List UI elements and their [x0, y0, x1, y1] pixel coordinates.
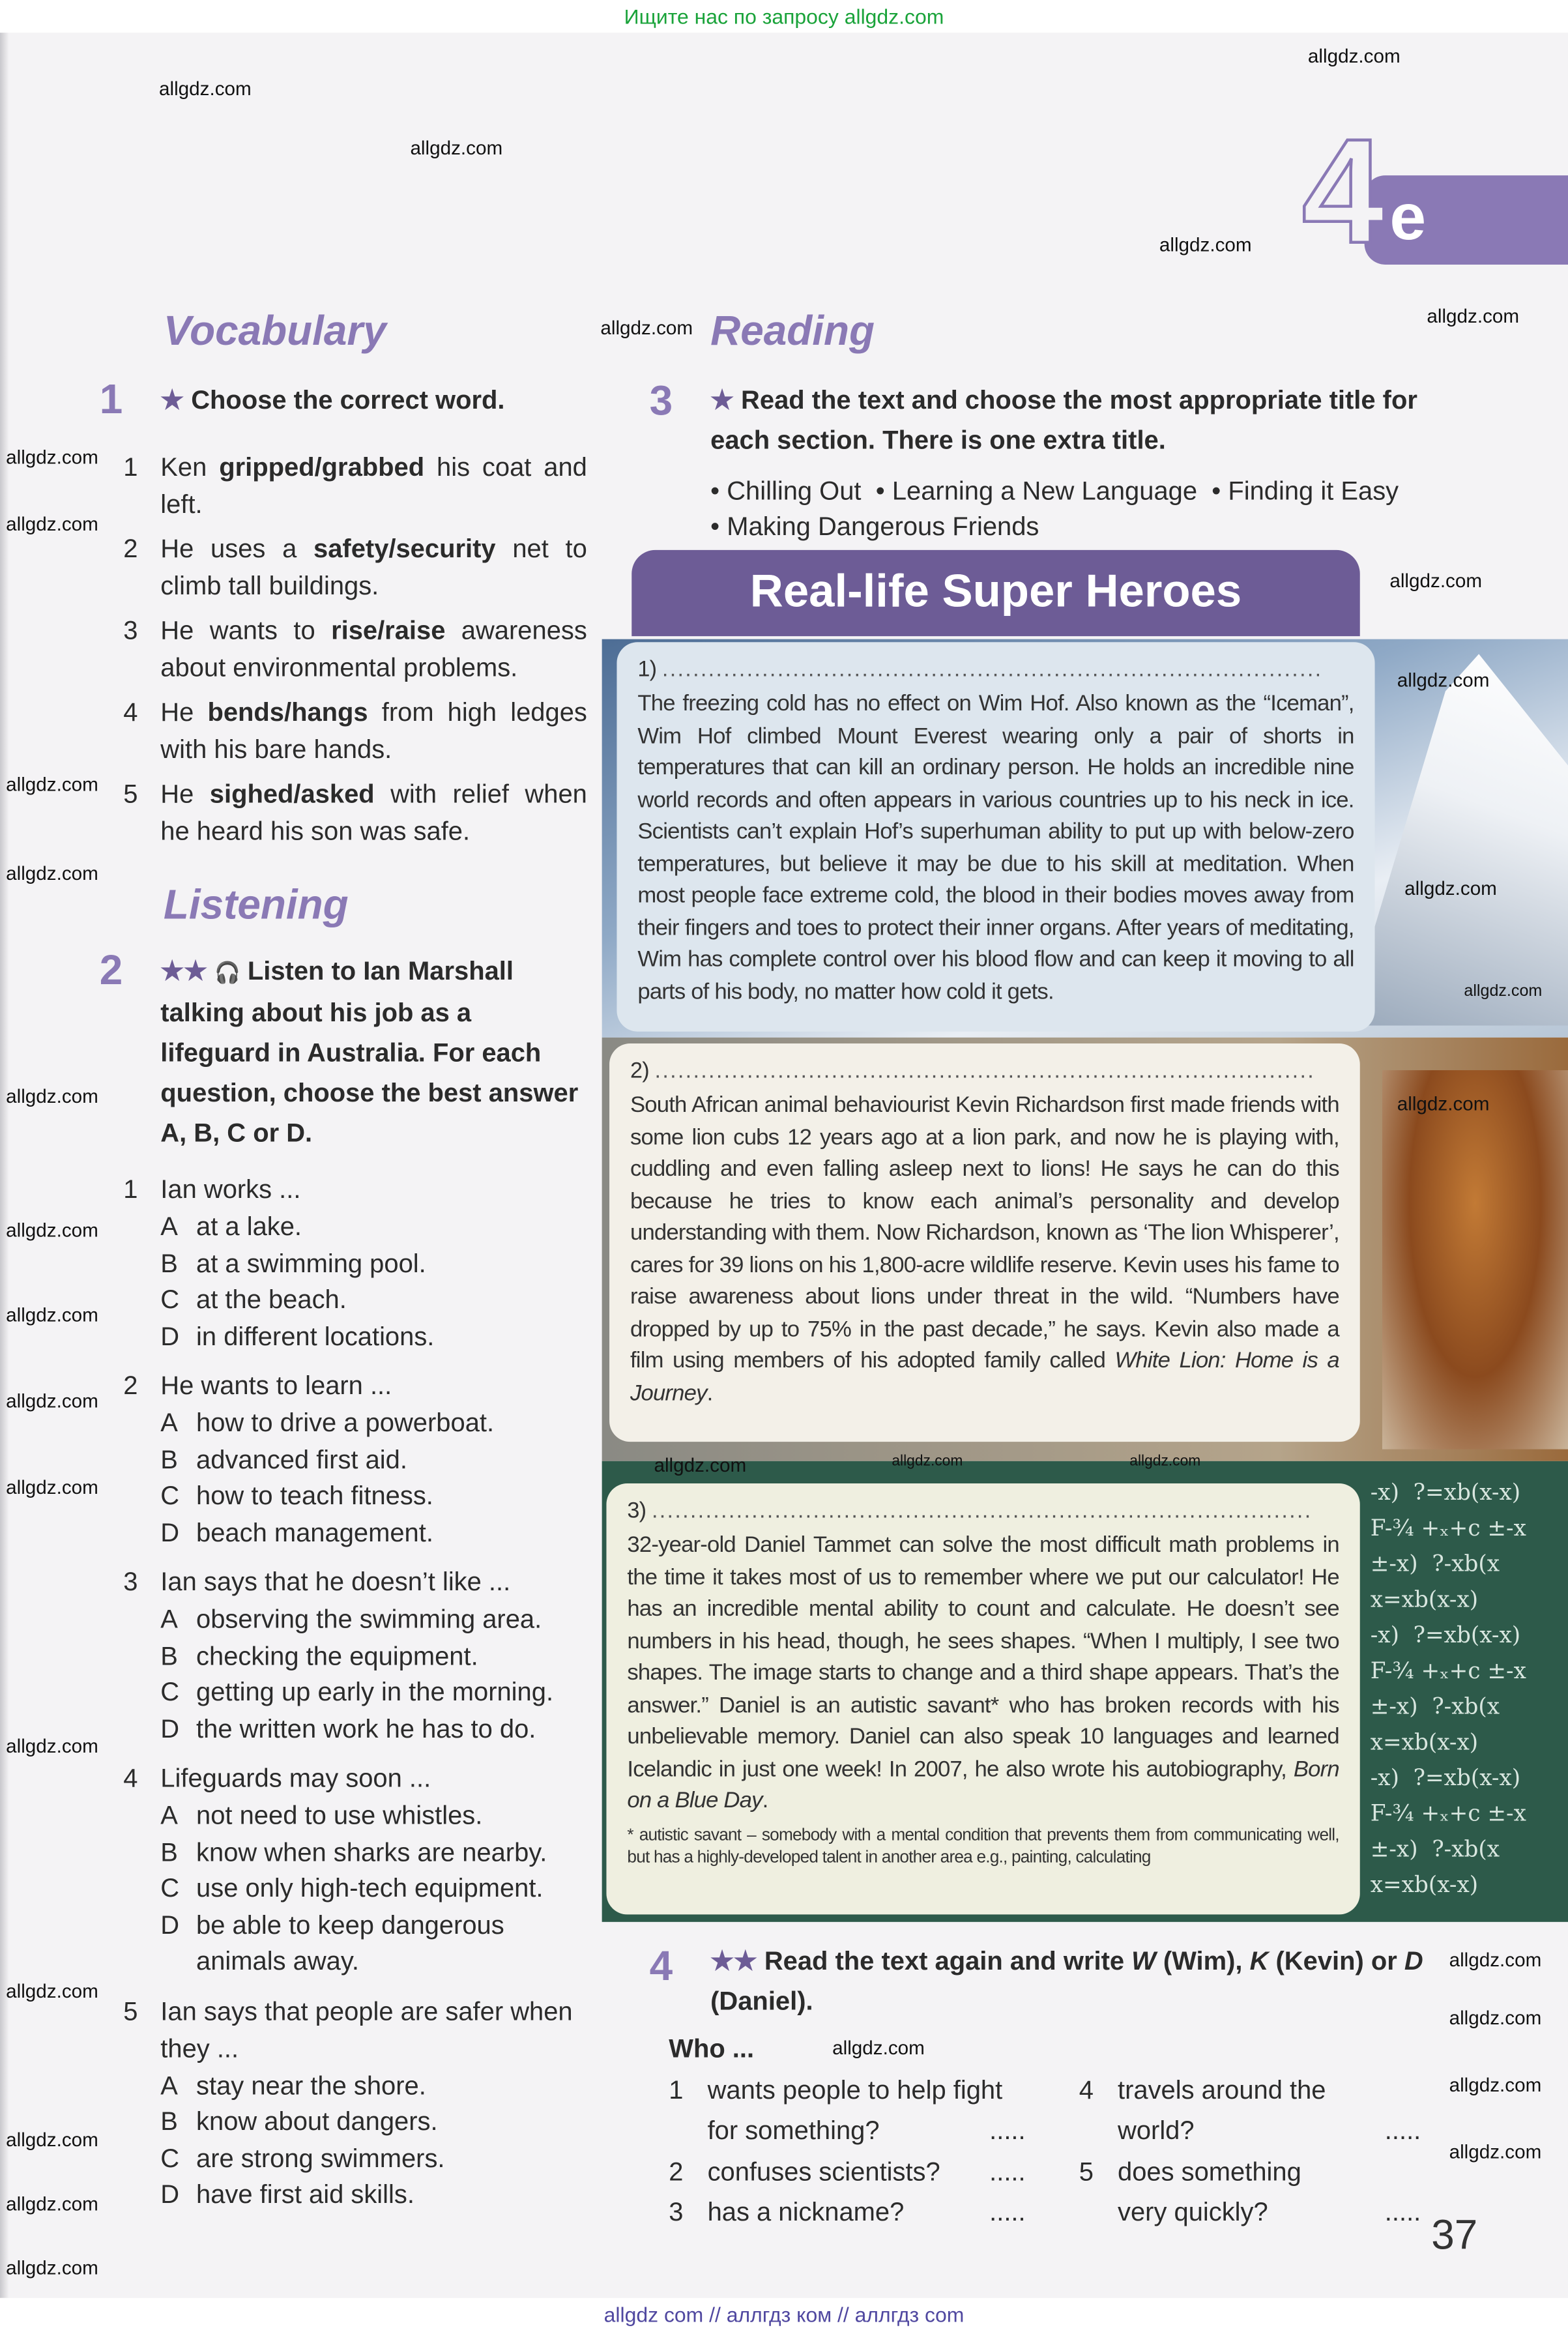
star-icon: ★★ [710, 1946, 757, 1975]
answer-blank[interactable]: ..... [989, 2115, 1026, 2145]
answer-option[interactable]: B checking the equipment. [160, 1640, 478, 1670]
unit-number: 4 [1301, 108, 1385, 275]
title-option: • Finding it Easy [1212, 475, 1399, 506]
answer-option[interactable]: B at a swimming pool. [160, 1247, 426, 1278]
exercise-2 [99, 946, 587, 2213]
vocabulary-item: 5 He sighed/asked with relief when he heard his son was safe. [123, 779, 587, 846]
answer-option[interactable]: C how to teach fitness. [160, 1480, 433, 1511]
top-banner[interactable]: Ищите нас по запросу allgdz.com [0, 0, 1568, 33]
article-section-1 [617, 642, 1374, 1032]
watermark: allgdz.com [1404, 877, 1497, 899]
answer-option[interactable]: C use only high-tech equipment. [160, 1873, 544, 1903]
title-option: • Making Dangerous Friends [710, 511, 1039, 542]
watermark: allgdz.com [1449, 2140, 1542, 2163]
watermark: allgdz.com [6, 2128, 98, 2151]
watermark: allgdz.com [1449, 2006, 1542, 2030]
exercise-1 [99, 375, 587, 851]
watermark: allgdz.com [6, 1390, 98, 1412]
watermark: allgdz.com [6, 1219, 98, 1242]
article-section-2 [609, 1043, 1360, 1442]
answer-option[interactable]: A at a lake. [160, 1211, 302, 1242]
punctuation: . [706, 1380, 713, 1406]
watermark: allgdz.com [410, 136, 503, 160]
vocabulary-items [123, 449, 587, 851]
listening-question: 2 He wants to learn ... A how to drive a powerboat. B advanced first aid. C how to teach fitness. D beach management. [160, 1367, 587, 1551]
page-number: 37 [1431, 2211, 1478, 2258]
left-column [100, 306, 587, 2226]
star-icon: ★ [160, 385, 184, 415]
answer-option[interactable]: D beach management. [160, 1517, 433, 1547]
chalkboard-equations: -x) ?=xb(x-x) F-¾ +ₓ+c ±-x ±-x) ?-xb(x x=xb(x-x) -x) ?=xb(x-x) F-¾ +ₓ+c ±-x ±-x) ?-xb(x x=xb(x-x) -x) ?=xb(x-x) F-¾ +ₓ+c ±-x ±-x) ?-xb(x x=xb(x-x) [1370, 1479, 1526, 1899]
section-number: 2) [630, 1058, 649, 1084]
exercise-4-number: 4 [649, 1942, 673, 1989]
answer-option[interactable]: C are strong swimmers. [160, 2142, 445, 2173]
watermark: allgdz.com [1307, 44, 1401, 67]
listening-question: 4 Lifeguards may soon ... A not need to use whistles. B know when sharks are nearby. C use only high-tech equipment. D be able to keep dangerous animals away. [160, 1760, 587, 1979]
watermark: allgdz.com [892, 1453, 963, 1470]
watermark: allgdz.com [6, 446, 98, 469]
answer-blank[interactable]: ...................................................................................... [654, 1058, 1316, 1084]
lion-image [1382, 1070, 1568, 1450]
watermark: allgdz.com [6, 2256, 98, 2279]
exercise-1-number: 1 [99, 375, 123, 422]
answer-option[interactable]: D be able to keep dangerous animals away. [160, 1909, 504, 1975]
word-choice[interactable]: sighed/asked [209, 779, 375, 809]
watermark: allgdz.com [6, 1085, 98, 1108]
instruction-text: Read the text and choose the most appropriate title for each section. There is one extra title. [710, 385, 1417, 455]
answer-option[interactable]: C getting up early in the morning. [160, 1676, 554, 1707]
book-title: Born on a Blue Day [627, 1756, 1339, 1814]
who-label: Who ... [669, 2033, 755, 2063]
section-text: 32-year-old Daniel Tammet can solve the most difficult math problems in the time it takes most of us to remember where we put our calculator! He has an incredible mental ability to count and calculate. He doesn’t see numbers in his head, though, he sees shapes. “When I multiply, I see two shapes. The image starts to change and a third shape appears. That’s the answer.” Daniel is an autistic savant* who has broken records with his unbelievable memory. Daniel can also speak 10 languages and learned Icelandic in just one week! In 2007, he also wrote his autobiography, [627, 1532, 1339, 1782]
watermark: allgdz.com [6, 1304, 98, 1326]
watermark: allgdz.com [6, 2192, 98, 2215]
section-text: South African animal behaviourist Kevin Richardson first made friends with some lion cubs 12 years ago at a lion park, and now he is playing with, cuddling and even falling asleep next to lions! He says he can do this because he tries to know each animal’s personality and develop understanding with them. Now Richardson, known as ‘The lion Whisperer’, cares for 39 lions on his 1,800-acre wildlife reserve. Kevin uses his fame to raise awareness about lions under threat in the wild. “Numbers have dropped by up to 75% in the past decade,” he says. Kevin also made a film using members of his adopted family called [630, 1092, 1339, 1374]
title-option: • Chilling Out [710, 475, 862, 506]
ex4-item: 5 does something very quickly? ..... [1079, 2152, 1421, 2232]
watermark: allgdz.com [1129, 1453, 1201, 1470]
listening-question: 5 Ian says that people are safer when they ... A stay near the shore. B know about dangers. C are strong swimmers. D have first aid skills. [160, 1992, 587, 2213]
watermark: allgdz.com [6, 772, 98, 796]
answer-blank[interactable]: ..... [989, 2157, 1026, 2187]
instruction-text: Listen to Ian Marshall talking about his job as a lifeguard in Australia. For each question, choose the best answer A, B, C or D. [160, 955, 579, 1148]
instruction-text: Choose the correct word. [191, 385, 505, 415]
listening-question: 3 Ian says that he doesn’t like ... A observing the swimming area. B checking the equipment. C getting up early in the morning. D the written work he has to do. [160, 1564, 587, 1747]
watermark: allgdz.com [1449, 1948, 1542, 1972]
word-choice[interactable]: bends/hangs [207, 697, 368, 727]
ex4-item: 4 travels around the world? ..... [1079, 2071, 1421, 2151]
star-icon: ★ [710, 385, 734, 415]
exercise-4-instruction: ★★ Read the text again and write W (Wim), K (Kevin) or D (Daniel). [710, 1946, 1423, 2016]
answer-blank[interactable]: ...................................................................................... [661, 657, 1323, 682]
watermark: allgdz.com [6, 1476, 98, 1498]
answer-option[interactable]: A not need to use whistles. [160, 1800, 483, 1830]
watermark: allgdz.com [1397, 1092, 1490, 1115]
listening-question: 1 Ian works ... A at a lake. B at a swimming pool. C at the beach. D in different locations. [160, 1171, 587, 1354]
title-option: • Learning a New Language [875, 475, 1198, 506]
exercise-2-instruction [160, 952, 587, 1154]
answer-blank[interactable]: ..... [1384, 2115, 1421, 2145]
watermark: allgdz.com [1449, 2073, 1542, 2096]
watermark: allgdz.com [6, 1979, 98, 2002]
watermark: allgdz.com [832, 2036, 925, 2059]
watermark: allgdz.com [600, 316, 693, 339]
vocabulary-item: 2 He uses a safety/security net to climb tall buildings. [123, 533, 587, 601]
exercise-3-number: 3 [649, 377, 673, 424]
answer-option[interactable]: A stay near the shore. [160, 2069, 426, 2100]
headphones-icon: 🎧 [214, 960, 240, 984]
exercise-1-instruction [160, 381, 587, 421]
vocabulary-item: 1 Ken gripped/grabbed his coat and left. [123, 452, 587, 519]
vocabulary-heading: Vocabulary [163, 308, 386, 354]
exercise-3-instruction [710, 381, 1453, 461]
answer-option[interactable]: A how to drive a powerboat. [160, 1407, 495, 1438]
watermark: allgdz.com [1464, 982, 1543, 1000]
watermark: allgdz.com [1427, 304, 1520, 327]
answer-blank[interactable]: ...................................................................................... [651, 1498, 1313, 1524]
word-choice[interactable]: safety/security [313, 533, 496, 564]
section-text: The freezing cold has no effect on Wim Hof. Also known as the “Iceman”, Wim Hof climbed Mount Everest wearing only a pair of shorts in temperatures that can kill an ordinary person. He holds an incredible nine world records and often appears in various countries up to his neck in ice. Scientists can’t explain Hof’s superhuman ability to put up with below-zero temperatures, but believe it may be due to his skill at meditation. When most people face extreme cold, the blood in their bodies moves away from their fingers and toes to protect their inner organs. After years of meditating, Wim has complete control over his blood flow and can keep it moving to all parts of his body, no matter how cold it gets. [637, 691, 1354, 1004]
vocabulary-item: 3 He wants to rise/raise awareness about environmental problems. [123, 615, 587, 682]
watermark: allgdz.com [6, 862, 98, 884]
answer-option[interactable]: D in different locations. [160, 1320, 435, 1350]
punctuation: . [762, 1788, 768, 1814]
answer-option[interactable]: D the written work he has to do. [160, 1713, 536, 1743]
watermark: allgdz.com [1397, 669, 1490, 692]
film-title: White Lion: Home is a Journey [630, 1348, 1339, 1406]
answer-option[interactable]: B advanced first aid. [160, 1444, 407, 1474]
answer-option[interactable]: C at the beach. [160, 1284, 347, 1315]
word-choice[interactable]: rise/raise [331, 615, 446, 645]
watermark: allgdz.com [6, 1734, 98, 1757]
watermark: allgdz.com [654, 1453, 747, 1476]
title-options [710, 473, 1558, 544]
answer-blank[interactable]: ..... [989, 2196, 1026, 2227]
page-binding-shadow [0, 33, 9, 2298]
answer-blank[interactable]: ..... [1384, 2196, 1421, 2227]
watermark: allgdz.com [1159, 233, 1252, 256]
answer-option[interactable]: A observing the swimming area. [160, 1603, 542, 1634]
reading-heading: Reading [710, 308, 875, 354]
listening-heading: Listening [163, 881, 349, 928]
article-title: Real-life Super Heroes [632, 550, 1359, 636]
ex4-item: 2 confuses scientists? ..... [669, 2152, 1025, 2193]
vocabulary-item: 4 He bends/hangs from high ledges with his bare hands. [123, 697, 587, 765]
answer-option[interactable]: B know when sharks are nearby. [160, 1836, 547, 1867]
answer-option[interactable]: B know about dangers. [160, 2106, 438, 2136]
word-choice[interactable]: gripped/grabbed [219, 452, 425, 482]
answer-option[interactable]: D have first aid skills. [160, 2179, 414, 2209]
footnote: * autistic savant – somebody with a mental condition that prevents them from communicating well, but has a highly-developed talent in another area e.g., painting, calculating [627, 1826, 1339, 1867]
ex4-item: 1 wants people to help fight for something? ..... [669, 2071, 1025, 2151]
section-number: 3) [627, 1498, 646, 1524]
article-section-3 [606, 1483, 1359, 1914]
watermark: allgdz.com [1389, 569, 1483, 592]
watermark: allgdz.com [6, 512, 98, 536]
listening-questions [123, 1171, 587, 2213]
ex4-item: 3 has a nickname? ..... [669, 2193, 1025, 2233]
star-icon: ★★ [160, 955, 207, 986]
section-number: 1) [637, 657, 657, 682]
exercise-2-number: 2 [99, 946, 123, 993]
bottom-banner[interactable]: allgdz com // аллгдз ком // аллгдз com [0, 2298, 1568, 2332]
watermark: allgdz.com [159, 77, 252, 100]
unit-letter: e [1389, 181, 1427, 254]
